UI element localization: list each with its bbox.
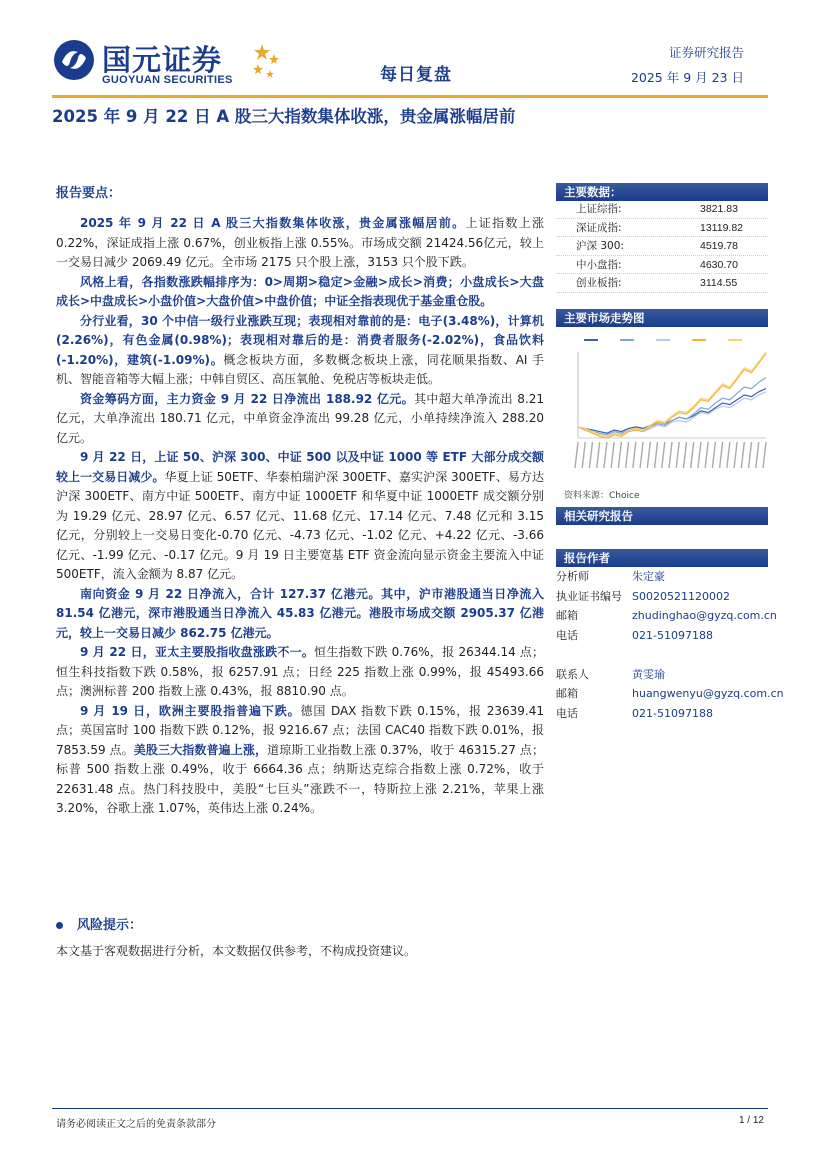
company-logo xyxy=(52,38,282,90)
related-reports-header: 相关研究报告 xyxy=(556,507,768,525)
chart-x-tick xyxy=(655,442,658,468)
chart-x-tick xyxy=(698,442,701,468)
key-data-value: 3821.83 xyxy=(700,203,738,215)
paragraph-lead: 美股三大指数普遍上涨， xyxy=(133,742,268,757)
chart-x-tick xyxy=(683,442,686,468)
author-row xyxy=(556,606,777,626)
chart-series-line xyxy=(578,354,766,438)
chart-source: 资料来源：Choice xyxy=(564,491,640,501)
risk-title-text: 风险提示： xyxy=(77,918,143,933)
footer-disclaimer: 请务必阅读正文之后的免责条款部分 xyxy=(56,1119,216,1130)
author-label: 执业证书编号 xyxy=(556,589,622,603)
risk-text: 本文基于客观数据进行分析，本文数据仅供参考，不构成投资建议。 xyxy=(56,944,417,958)
author-row xyxy=(556,684,784,704)
key-data-value: 13119.82 xyxy=(700,221,744,234)
author-value: S0020521120002 xyxy=(632,589,730,603)
summary-paragraph xyxy=(56,585,544,644)
paragraph-text: 上证指数上涨 0.22%，深证成指上涨 0.67%，创业板指上涨 0.55%。市场成交额 21424.56亿元，较上一交易日减少 2069.49 亿元。全市场 2175 只个股上涨，3153 只个股下跌。 xyxy=(56,216,544,269)
chart-x-tick xyxy=(604,442,607,468)
key-data-value: 4519.78 xyxy=(700,240,738,252)
logo-stars-icon xyxy=(248,42,282,82)
author-label: 邮箱 xyxy=(556,609,578,622)
key-data-row xyxy=(556,219,768,238)
chart-x-tick xyxy=(647,442,650,468)
chart-x-tick xyxy=(626,442,629,468)
chart-series-line xyxy=(578,389,766,434)
author-label: 电话 xyxy=(556,628,578,642)
paragraph-lead: 风格上看，各指数涨跌幅排序为：0>周期>稳定>金融>成长>消费；小盘成长>大盘成长>中盘成长>小盘价值>大盘价值>中盘价值；中证全指表现优于基金重仓股。 xyxy=(56,274,544,308)
author-value: 朱定豪 xyxy=(632,570,665,583)
footer-divider xyxy=(52,1108,768,1109)
key-data-value: 3114.55 xyxy=(700,277,738,289)
document-type: 每日复盘 xyxy=(380,65,452,85)
chart-x-tick xyxy=(640,442,643,468)
summary-heading: 报告要点： xyxy=(56,186,122,201)
chart-x-tick xyxy=(611,442,614,468)
chart-x-tick xyxy=(618,442,621,468)
risk-heading xyxy=(56,914,142,933)
chart-x-tick xyxy=(720,442,723,468)
chart-x-tick xyxy=(691,442,694,468)
chart-x-tick xyxy=(676,442,679,468)
chart-series-line xyxy=(578,378,766,435)
author-row xyxy=(556,704,768,724)
author-row xyxy=(556,567,768,587)
author-value: 021-51097188 xyxy=(632,628,713,642)
logo-text-cn: 国元证券 xyxy=(102,43,223,77)
paragraph-lead: 资金筹码方面，主力资金 9 月 22 日净流出 188.92 亿元。 xyxy=(80,391,414,406)
trend-chart xyxy=(562,330,768,480)
key-data-row xyxy=(556,237,768,256)
chart-x-tick xyxy=(597,442,600,468)
summary-paragraph xyxy=(56,312,544,390)
summary-paragraph xyxy=(56,214,544,273)
chart-x-tick xyxy=(727,442,730,468)
paragraph-text: 华夏上证 50ETF、华泰柏瑞沪深 300ETF、嘉实沪深 300ETF、易方达沪深 300ETF、南方中证 500ETF、南方中证 1000ETF 和华夏中证 1000ETF 成交额分别为 19.29 亿元、28.97 亿元、6.57 亿元、11.68 亿元、17.14 亿元、7.48 亿元和 3.15 亿元，分别较上一交易日变化-0.70 亿元、-4.73 亿元、-1.02 亿元、+4.22 亿元、-3.66 亿元、-1.99 亿元、-0.17 亿元。9 月 19 日主要宽基 ETF 资金流向显示资金主要流入中证 500ETF，流入金额为 8.87 亿元。 xyxy=(56,469,544,581)
chart-x-tick xyxy=(734,442,737,468)
author-row xyxy=(556,587,768,607)
author-email[interactable]: huangwenyu@gyzq.com.cn xyxy=(632,687,784,700)
paragraph-text: 概念板块方面，多数概念板块上涨，同花顺果指数、AI 手机、智能音箱等大幅上涨；中韩自贸区、高压氧舱、免税店等板块走低。 xyxy=(56,352,544,386)
paragraph-lead: 9 月 22 日，亚太主要股指收盘涨跌不一。 xyxy=(80,645,315,659)
key-data-label: 沪深 300: xyxy=(576,240,624,252)
paragraph-lead: 9 月 22 日，上证 50、沪深 300、中证 500 以及中证 1000 等 ETF 大部分成交额较上一交易日减少。 xyxy=(56,450,544,484)
author-value: 021-51097188 xyxy=(632,706,713,720)
paragraph-text: 德国 DAX 指数下跌 0.15%，报 23639.41 点；英国富时 100 指数下跌 0.12%，报 9216.67 点；法国 CAC40 指数下跌 0.01%，报 7853.59 点。 xyxy=(56,703,544,757)
chart-x-tick xyxy=(589,442,592,468)
trend-chart-header: 主要市场走势图 xyxy=(556,309,768,327)
author-row xyxy=(556,626,768,646)
summary-paragraph xyxy=(56,273,544,312)
key-data-label: 中小盘指: xyxy=(576,258,622,271)
page-title: 2025 年 9 月 22 日 A 股三大指数集体收涨，贵金属涨幅居前 xyxy=(52,107,516,126)
page-number: 1 / 12 xyxy=(738,1115,764,1126)
chart-lines xyxy=(578,352,766,438)
chart-x-ticks xyxy=(575,442,766,468)
author-value: 黄雯瑜 xyxy=(632,667,665,681)
key-data-row xyxy=(556,274,768,293)
chart-x-tick xyxy=(749,442,752,468)
paragraph-lead: 2025 年 9 月 22 日 A 股三大指数集体收涨，贵金属涨幅居前。 xyxy=(80,216,466,230)
summary-paragraph xyxy=(56,448,544,585)
author-label: 邮箱 xyxy=(556,687,578,700)
chart-x-tick xyxy=(741,442,744,468)
chart-x-tick xyxy=(756,442,759,468)
summary-body xyxy=(56,214,544,819)
chart-series-line xyxy=(578,392,766,437)
paragraph-lead: 南向资金 9 月 22 日净流入，合计 127.37 亿港元。其中，沪市港股通当日净流入 81.54 亿港元，深市港股通当日净流入 45.83 亿港元。港股市场成交额 2905.37 亿港元，较上一交易日减少 862.75 亿港元。 xyxy=(56,586,544,640)
report-label: 证券研究报告 xyxy=(668,45,744,60)
summary-paragraph xyxy=(56,702,544,819)
author-email[interactable]: zhudinghao@gyzq.com.cn xyxy=(632,609,777,622)
authors-block xyxy=(556,567,784,723)
logo-text-en: GUOYUAN SECURITIES xyxy=(102,74,233,86)
summary-paragraph xyxy=(56,643,544,702)
summary-paragraph xyxy=(56,390,544,449)
chart-series-line xyxy=(578,352,766,436)
header-divider xyxy=(52,95,768,98)
author-label: 电话 xyxy=(556,706,578,720)
chart-x-tick xyxy=(669,442,672,468)
chart-x-tick xyxy=(575,442,578,468)
paragraph-text: 恒生指数下跌 0.76%，报 26344.14 点；恒生科技指数下跌 0.58%，报 6257.91 点；日经 225 指数上涨 0.99%，报 45493.66 点；澳洲标普 200 指数上涨 0.43%，报 8810.90 点。 xyxy=(56,645,544,698)
key-data-label: 创业板指: xyxy=(576,277,622,289)
key-data-row xyxy=(556,256,768,275)
paragraph-text: 其中超大单净流出 8.21 亿元，大单净流出 180.71 亿元，中单资金净流出 99.28 亿元，小单持续净流入 288.20 亿元。 xyxy=(56,391,544,445)
authors-header: 报告作者 xyxy=(556,549,768,567)
author-label: 分析师 xyxy=(556,570,589,583)
key-data-header: 主要数据： xyxy=(556,183,768,201)
key-data-label: 深证成指: xyxy=(576,221,622,234)
bullet-icon xyxy=(56,922,63,929)
author-row xyxy=(556,665,768,685)
paragraph-lead: 9 月 19 日，欧洲主要股指普遍下跌。 xyxy=(80,703,301,718)
logo-mark-icon xyxy=(52,38,96,82)
chart-x-tick xyxy=(712,442,715,468)
key-data-label: 上证综指: xyxy=(576,203,622,215)
key-data-table xyxy=(556,200,768,293)
key-data-row xyxy=(556,200,768,219)
author-label: 联系人 xyxy=(556,667,589,681)
chart-x-tick xyxy=(633,442,636,468)
chart-x-tick xyxy=(662,442,665,468)
chart-x-tick xyxy=(763,442,766,468)
key-data-value: 4630.70 xyxy=(700,258,738,271)
chart-x-tick xyxy=(582,442,585,468)
paragraph-text: 道琼斯工业指数上涨 0.37%，收于 46315.27 点；标普 500 指数上涨 0.49%，收于 6664.36 点；纳斯达克综合指数上涨 0.72%，收于 22631.48 点。热门科技股中，美股“七巨头”涨跌不一，特斯拉上涨 2.21%，苹果上涨 3.20%，谷歌上涨 1.07%，英伟达上涨 0.24%。 xyxy=(56,742,544,815)
author-row-spacer xyxy=(556,645,768,665)
paragraph-lead: 分行业看，30 个中信一级行业涨跌互现；表现相对靠前的是：电子(3.48%)，计算机(2.26%)，有色金属(0.98%)；表现相对靠后的是：消费者服务(-2.02%)，食品饮料(-1.20%)，建筑(-1.09%)。 xyxy=(56,313,544,367)
report-date: 2025 年 9 月 23 日 xyxy=(630,70,744,85)
chart-x-tick xyxy=(705,442,708,468)
